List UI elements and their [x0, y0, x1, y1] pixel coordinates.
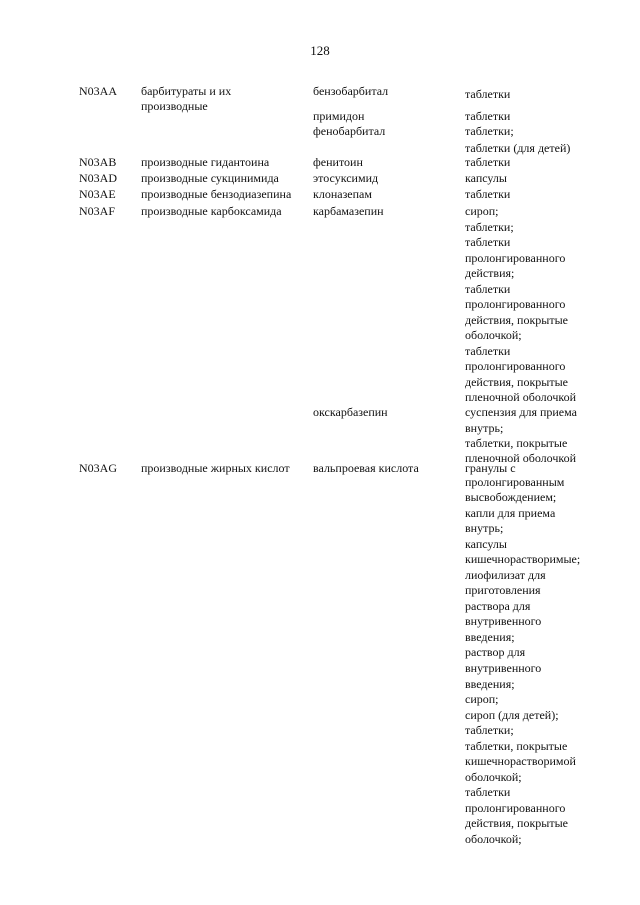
dosage-form: таблетки — [465, 235, 511, 249]
dosage-form: внутривенного — [465, 614, 542, 628]
atc-code: N03AD — [79, 171, 117, 185]
dosage-form: суспензия для приема — [465, 405, 577, 419]
dosage-form: раствора для — [465, 599, 531, 613]
dosage-form: таблетки — [465, 109, 511, 123]
dosage-form: пролонгированного — [465, 359, 566, 373]
drug-name: примидон — [313, 109, 365, 123]
atc-code: N03AE — [79, 187, 116, 201]
dosage-form: введения; — [465, 630, 515, 644]
dosage-form: таблетки — [465, 155, 511, 169]
dosage-form: действия, покрытые — [465, 816, 568, 830]
dosage-form: кишечнорастворимой — [465, 754, 576, 768]
drug-name: карбамазепин — [313, 204, 384, 218]
dosage-form: оболочкой; — [465, 770, 522, 784]
dosage-form: сироп; — [465, 692, 499, 706]
dosage-form: капсулы — [465, 171, 507, 185]
dosage-form: раствор для — [465, 645, 526, 659]
dosage-form: таблетки, покрытые — [465, 436, 568, 450]
page-number: 128 — [310, 43, 330, 58]
atc-code: N03AB — [79, 155, 117, 169]
group-name: производные жирных кислот — [141, 461, 290, 475]
dosage-form: пролонгированного — [465, 297, 566, 311]
dosage-form: сироп; — [465, 204, 499, 218]
dosage-form: пленочной оболочкой — [465, 390, 577, 404]
dosage-form: таблетки; — [465, 723, 514, 737]
dosage-form: пленочной оболочкой — [465, 451, 577, 465]
drug-name: фенобарбитал — [313, 124, 386, 138]
dosage-form: пролонгированного — [465, 801, 566, 815]
dosage-form: пролонгированного — [465, 251, 566, 265]
dosage-form: действия, покрытые — [465, 375, 568, 389]
drug-name: бензобарбитал — [313, 84, 389, 98]
drug-name: вальпроевая кислота — [313, 461, 419, 475]
atc-code: N03AG — [79, 461, 117, 475]
dosage-form: капли для приема — [465, 506, 556, 520]
dosage-form: сироп (для детей); — [465, 708, 559, 722]
dosage-form: введения; — [465, 677, 515, 691]
drug-name: клоназепам — [313, 187, 372, 201]
group-name: производные сукцинимида — [141, 171, 279, 185]
dosage-form: внутрь; — [465, 421, 504, 435]
drug-name: фенитоин — [313, 155, 363, 169]
dosage-form: оболочкой; — [465, 328, 522, 342]
atc-code: N03AA — [79, 84, 117, 98]
atc-code: N03AF — [79, 204, 116, 218]
dosage-form: кишечнорастворимые; — [465, 552, 581, 566]
dosage-form: таблетки (для детей) — [465, 141, 571, 155]
group-name: барбитураты и их — [141, 84, 232, 98]
dosage-form: высвобождением; — [465, 490, 557, 504]
dosage-form: таблетки — [465, 344, 511, 358]
dosage-form: лиофилизат для — [465, 568, 546, 582]
dosage-form: внутривенного — [465, 661, 542, 675]
dosage-form: гранулы с — [465, 461, 516, 475]
dosage-form: действия, покрытые — [465, 313, 568, 327]
dosage-form: внутрь; — [465, 521, 504, 535]
dosage-form: таблетки; — [465, 124, 514, 138]
dosage-form: капсулы — [465, 537, 507, 551]
dosage-form: таблетки — [465, 785, 511, 799]
dosage-form: действия; — [465, 266, 515, 280]
dosage-form: пролонгированным — [465, 475, 565, 489]
dosage-form: таблетки; — [465, 220, 514, 234]
group-name: производные карбоксамида — [141, 204, 282, 218]
dosage-form: таблетки — [465, 87, 511, 101]
drug-name: окскарбазепин — [313, 405, 388, 419]
dosage-form: таблетки — [465, 187, 511, 201]
group-name: производные — [141, 99, 208, 113]
dosage-form: таблетки — [465, 282, 511, 296]
dosage-form: приготовления — [465, 583, 541, 597]
dosage-form: таблетки, покрытые — [465, 739, 568, 753]
group-name: производные бензодиазепина — [141, 187, 292, 201]
group-name: производные гидантоина — [141, 155, 270, 169]
drug-name: этосуксимид — [313, 171, 379, 185]
dosage-form: оболочкой; — [465, 832, 522, 846]
